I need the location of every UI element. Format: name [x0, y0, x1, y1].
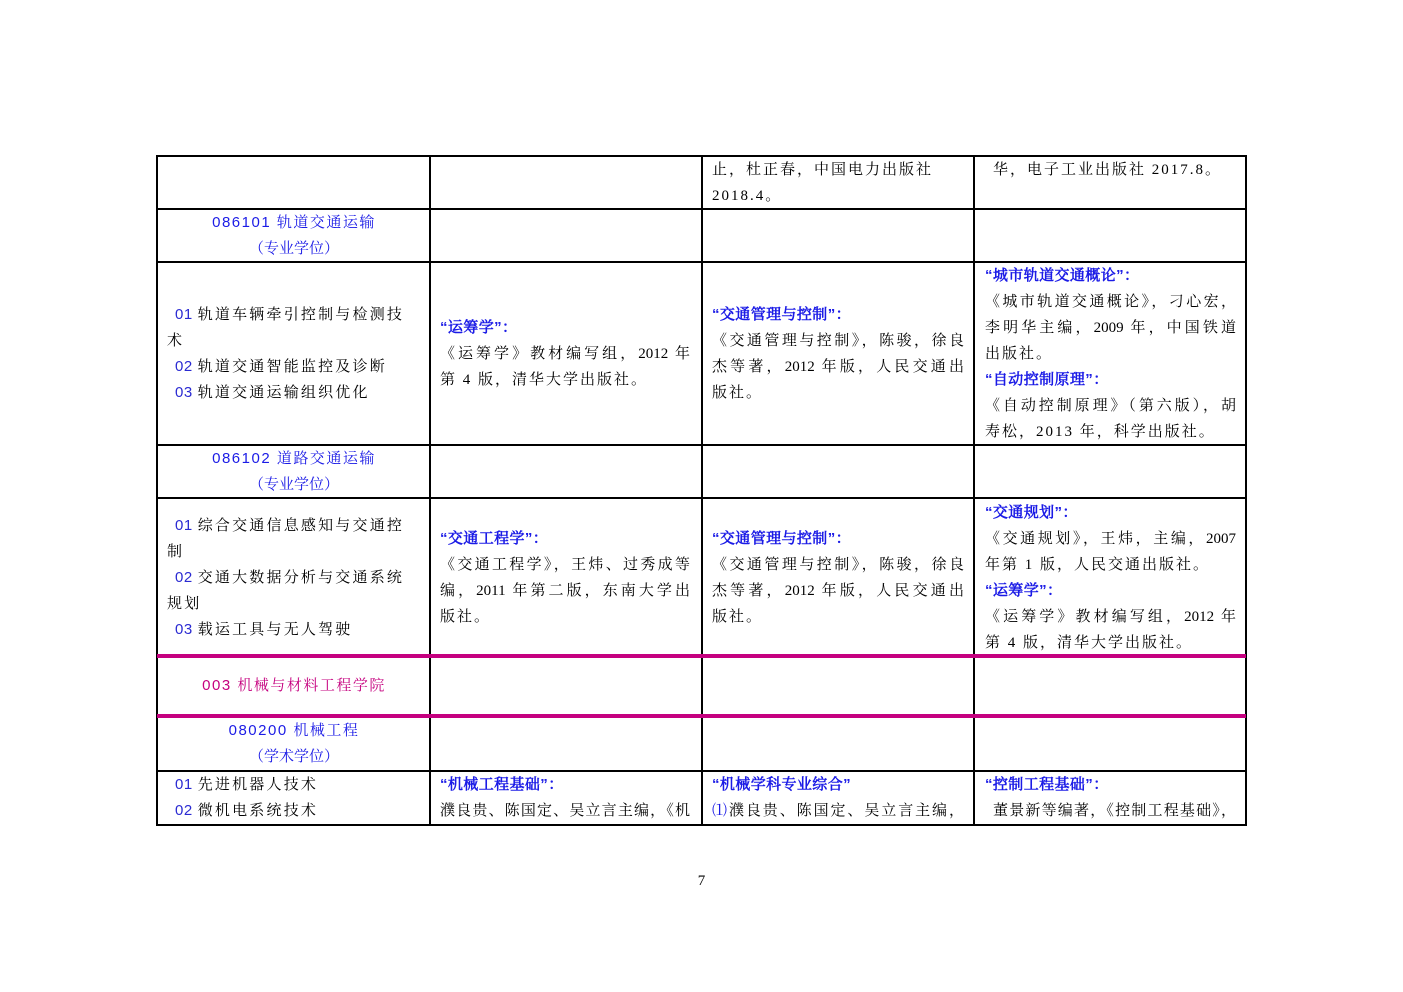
research-directions-cell — [156, 261, 431, 446]
reference-line: 《运筹学》教材编写组，2012 年 — [440, 345, 690, 362]
empty-cell — [973, 208, 1247, 263]
exam-subject-title: “交通工程学”： — [440, 529, 549, 547]
empty-cell — [701, 208, 975, 263]
page-number: 7 — [697, 873, 706, 889]
direction-line: 术 — [167, 332, 185, 349]
empty-cell — [973, 715, 1247, 772]
reference-line: 《运筹学》教材编写组，2012 年 — [985, 608, 1236, 625]
reference-line: 《城市轨道交通概论》，刁心宏， — [985, 293, 1236, 310]
exam-subject-title: “自动控制原理”： — [985, 370, 1109, 388]
direction-line — [167, 617, 421, 643]
reference-line: 《交通管理与控制》，陈骏，徐良 — [712, 556, 964, 573]
reference-line: 华，电子工业出版社 2017.8。 — [993, 162, 1223, 178]
college-title: 003 机械与材料工程学院 — [202, 677, 386, 694]
reference-line: 年第 1 版，人民交通出版社。 — [985, 556, 1211, 573]
direction-name: 交通大数据分析与交通系统 — [197, 569, 405, 586]
direction-name: 轨道交通智能监控及诊断 — [197, 358, 387, 375]
reference-line — [712, 798, 964, 824]
program-title-cell — [156, 715, 431, 772]
exam-subject-cell — [973, 497, 1247, 658]
direction-name: 微机电系统技术 — [197, 803, 319, 819]
reference-line: 董景新等编著，《控制工程基础》， — [993, 803, 1236, 819]
direction-number: 01 — [175, 776, 193, 793]
direction-number: 02 — [175, 802, 193, 819]
direction-name: 载运工具与无人驾驶 — [197, 621, 353, 638]
reference-line: 出版社。 — [985, 345, 1054, 362]
exam-subject-cell — [429, 497, 703, 658]
direction-line — [167, 380, 421, 406]
program-title: 086102 道路交通运输 — [212, 449, 376, 467]
reference-text: 濮良贵、陈国定、吴立言主编， — [728, 803, 964, 819]
college-separator-top — [157, 654, 1246, 658]
exam-subject-cell — [973, 770, 1247, 826]
research-directions-cell — [156, 497, 431, 658]
reference-line: 版社。 — [440, 608, 492, 625]
exam-subject-cell — [973, 261, 1247, 446]
degree-type: （专业学位） — [248, 475, 339, 493]
direction-number: 01 — [175, 305, 193, 323]
reference-line: 寿松，2013 年，科学出版社。 — [985, 423, 1216, 440]
exam-subject-title: “交通规划”： — [985, 503, 1078, 521]
degree-type: （专业学位） — [248, 239, 339, 257]
exam-subject-title: “运筹学”： — [985, 581, 1063, 599]
exam-subject-cell — [701, 497, 975, 658]
direction-line: 制 — [167, 543, 185, 560]
empty-cell — [973, 444, 1247, 499]
empty-cell — [429, 155, 703, 210]
list-marker: ⑴ — [712, 802, 729, 819]
empty-cell — [429, 655, 703, 717]
exam-subject-cell — [701, 261, 975, 446]
research-directions-cell — [156, 770, 431, 826]
exam-subject-title: “交通管理与控制”： — [712, 529, 852, 547]
program-title: 080200 机械工程 — [228, 721, 360, 739]
exam-subject-title: “交通管理与控制”： — [712, 305, 852, 323]
direction-line: 规划 — [167, 595, 202, 612]
exam-subject-title: “运筹学”： — [440, 318, 518, 336]
program-title-cell — [156, 444, 431, 499]
direction-line — [167, 798, 421, 824]
reference-line: 《交通管理与控制》，陈骏，徐良 — [712, 332, 964, 349]
direction-line — [167, 513, 421, 539]
exam-subject-title: “机械工程基础”： — [440, 776, 564, 793]
reference-line: 止，杜正春，中国电力出版社 — [712, 162, 934, 178]
empty-cell — [973, 655, 1247, 717]
empty-cell — [429, 208, 703, 263]
reference-line: 编，2011 年第二版，东南大学出 — [440, 582, 690, 599]
reference-line: 杰等著，2012 年版，人民交通出 — [712, 358, 964, 375]
empty-cell — [156, 155, 431, 210]
program-title-cell — [156, 208, 431, 263]
continuation-reference-cell — [701, 155, 975, 210]
reference-line: 濮良贵、陈国定、吴立言主编，《机 — [440, 803, 690, 819]
direction-name: 轨道车辆牵引控制与检测技 — [197, 306, 405, 323]
empty-cell — [701, 715, 975, 772]
direction-line — [167, 302, 421, 328]
empty-cell — [429, 715, 703, 772]
reference-line: 杰等著，2012 年版，人民交通出 — [712, 582, 964, 599]
reference-line: 2018.4。 — [712, 188, 783, 204]
reference-line: 《交通规划》，王炜，主编，2007 — [985, 530, 1236, 547]
direction-name: 综合交通信息感知与交通控 — [197, 517, 405, 534]
continuation-reference-cell — [973, 155, 1247, 210]
reference-line: 第 4 版，清华大学出版社。 — [985, 634, 1194, 651]
reference-line: 版社。 — [712, 384, 764, 401]
exam-subject-cell — [429, 261, 703, 446]
reference-line: 《交通工程学》，王炜、过秀成等 — [440, 556, 690, 573]
reference-line: 《自动控制原理》（第六版），胡 — [985, 397, 1236, 414]
direction-line — [167, 772, 421, 798]
empty-cell — [701, 655, 975, 717]
direction-number: 02 — [175, 357, 193, 375]
exam-subject-cell — [429, 770, 703, 826]
direction-name: 先进机器人技术 — [197, 777, 319, 793]
program-title: 086101 轨道交通运输 — [212, 213, 376, 231]
direction-line — [167, 354, 421, 380]
direction-name: 轨道交通运输组织优化 — [197, 384, 370, 401]
degree-type: （学术学位） — [248, 747, 339, 765]
exam-subject-cell — [701, 770, 975, 826]
college-title-cell — [156, 655, 431, 717]
exam-subject-title: “控制工程基础”： — [985, 776, 1109, 793]
direction-line — [167, 565, 421, 591]
reference-line: 第 4 版，清华大学出版社。 — [440, 371, 649, 388]
exam-subject-title: “城市轨道交通概论”： — [985, 266, 1140, 284]
empty-cell — [429, 444, 703, 499]
reference-line: 李明华主编，2009 年，中国铁道 — [985, 319, 1236, 336]
reference-line: 版社。 — [712, 608, 764, 625]
direction-number: 03 — [175, 620, 193, 638]
college-separator-bottom — [157, 714, 1246, 718]
exam-subject-title: “机械学科专业综合” — [712, 776, 852, 793]
empty-cell — [701, 444, 975, 499]
direction-number: 02 — [175, 568, 193, 586]
direction-number: 03 — [175, 383, 193, 401]
direction-number: 01 — [175, 516, 193, 534]
